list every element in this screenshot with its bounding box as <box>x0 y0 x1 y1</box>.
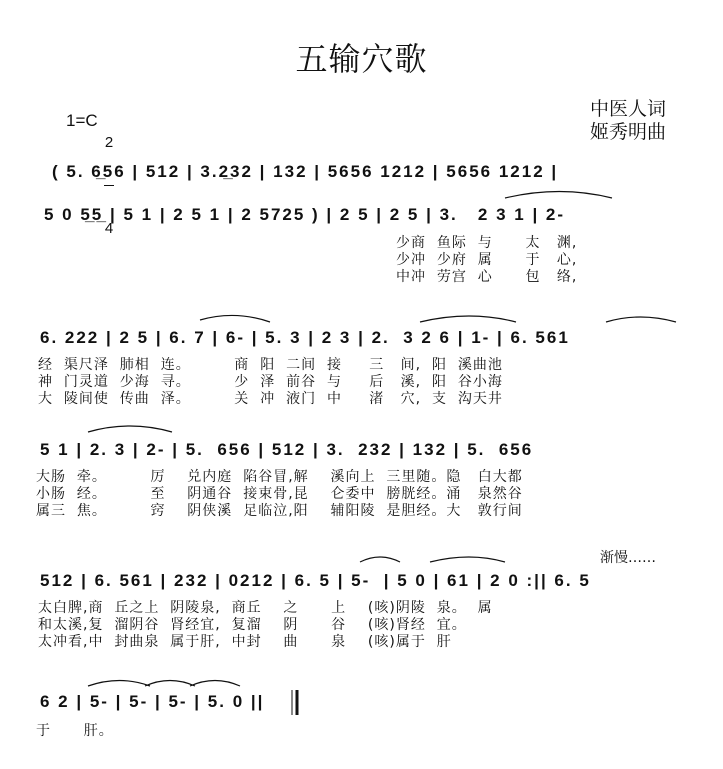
slur-mark <box>145 681 195 687</box>
score-line-3-lyric-2: 神 门灵道 少海 寻。 少 泽 前谷 与 后 溪, 阳 谷小海 <box>38 374 503 390</box>
time-signature-bottom: 4 <box>104 220 114 237</box>
slur-mark <box>88 426 172 432</box>
score-line-2-lyric-3: 中冲 劳宫 心 包 络, <box>396 269 578 285</box>
key-signature: 1=C <box>66 111 98 130</box>
score-line-4-lyric-3: 属三 焦。 窍 阴侠溪 足临泣,阳 辅阳陵 是胆经。大 敦行间 <box>36 503 523 519</box>
score-line-3-notes: 6. 222 | 2 5 | 6. 7 | 6- | 5. 3 | 2 3 | 2. 3 2 6 | 1- | 6. 561 <box>40 328 570 347</box>
slur-mark <box>505 192 612 199</box>
score-line-1-notes: ( 5. 6̲56 | 512 | 3.2̲32 | 132 | 5656 1212 | 5656 1212 | <box>52 162 559 181</box>
slur-mark <box>190 681 240 687</box>
score-line-4-lyric-2: 小肠 经。 至 阴通谷 接束骨,昆 仑委中 膀胱经。涌 泉然谷 <box>36 486 523 502</box>
composer-credit: 姬秀明曲 <box>590 121 667 143</box>
slur-mark <box>200 315 270 322</box>
score-line-2-lyric-2: 少冲 少府 属 于 心, <box>396 252 578 268</box>
score-line-4-notes: 5 1 | 2. 3 | 2- | 5. 656 | 512 | 3. 232 | 132 | 5. 656 <box>40 440 534 459</box>
score-line-5-lyric-1: 太白脾,商 丘之上 阴陵泉, 商丘 之 上 (咳)阴陵 泉。 属 <box>38 600 493 616</box>
score-line-3-lyric-1: 经 渠尺泽 肺相 连。 商 阳 二间 接 三 间, 阳 溪曲池 <box>38 357 503 373</box>
slur-mark <box>420 316 516 322</box>
score-line-6-notes: 6 2 | 5- | 5- | 5- | 5. 0 || <box>40 692 265 711</box>
score-line-2-lyric-1: 少商 鱼际 与 太 渊, <box>396 235 578 251</box>
lyricist-credit: 中医人词 <box>590 98 667 120</box>
slur-mark <box>360 557 400 562</box>
score-line-4-lyric-1: 大肠 牵。 厉 兑内庭 陷谷冒,解 溪向上 三里随。隐 白大都 <box>36 469 523 485</box>
tempo-marking: 渐慢…… <box>600 550 656 566</box>
score-line-5-lyric-2: 和太溪,复 溜阴谷 肾经宜, 复溜 阴 谷 (咳)肾经 宜。 <box>38 617 467 633</box>
slur-mark <box>430 557 505 562</box>
score-line-5-lyric-3: 太冲看,中 封曲泉 属于肝, 中封 曲 泉 (咳)属于 肝 <box>38 634 452 650</box>
time-signature-top: 2 <box>104 134 114 151</box>
score-line-3-lyric-3: 大 陵间使 传曲 泽。 关 冲 液门 中 渚 穴, 支 沟天井 <box>38 391 503 407</box>
score-line-5-notes: 512 | 6. 561 | 232 | 0212 | 6. 5 | 5- | 5 0 | 61 | 2 0 :|| 6. 5 <box>40 571 591 590</box>
slur-mark <box>88 681 150 687</box>
song-title: 五输穴歌 <box>295 40 428 78</box>
score-line-6-lyric-1: 于 肝。 <box>36 723 114 739</box>
slur-mark <box>606 317 676 322</box>
score-line-2-notes: 5 0 5̲5̲ | 5 1 | 2 5 1 | 2 5725 ) | 2 5 | 2 5 | 3. 2 3 1 | 2- <box>44 205 566 224</box>
